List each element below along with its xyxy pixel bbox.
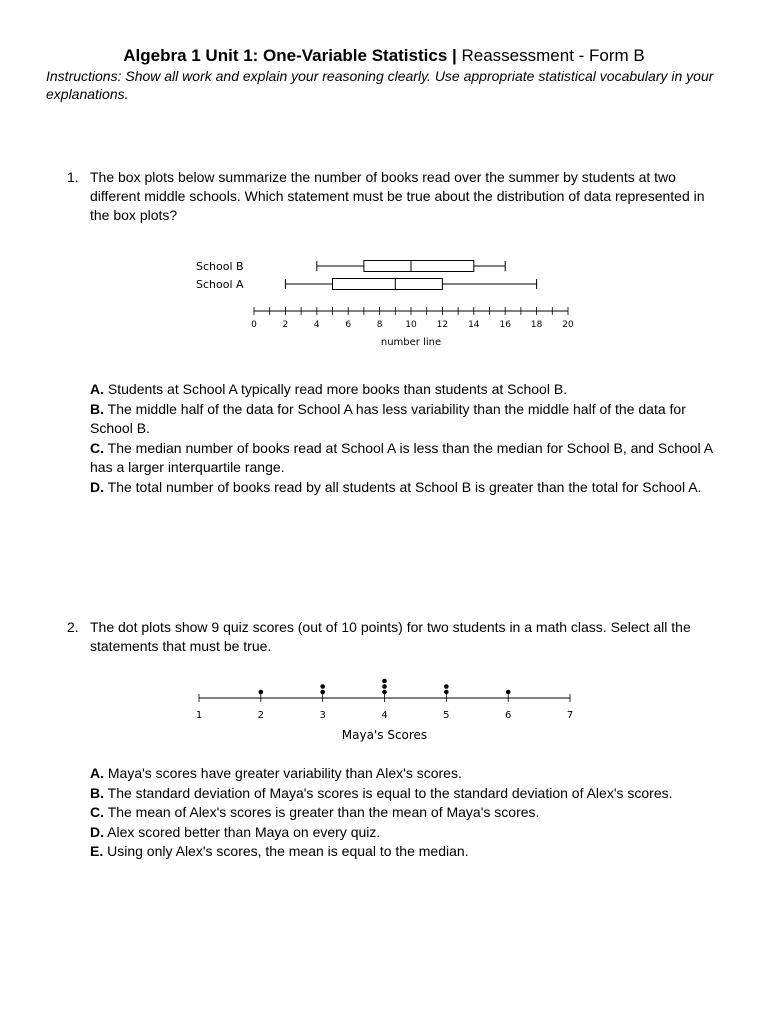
option-letter: D. — [90, 823, 104, 840]
question-1 — [67, 168, 727, 225]
question-number: 2. — [67, 619, 79, 635]
box-iqr — [364, 261, 474, 272]
tick-label: 20 — [562, 320, 574, 330]
tick-label: 3 — [319, 710, 326, 721]
data-dot — [320, 690, 325, 695]
axis-label: Maya's Scores — [341, 728, 428, 742]
option-letter: C. — [90, 439, 104, 456]
option-1b[interactable] — [90, 400, 720, 439]
tick-label: 14 — [468, 320, 480, 330]
tick-label: 16 — [499, 320, 511, 330]
option-letter: D. — [90, 478, 104, 495]
data-dot — [382, 684, 387, 689]
option-2c[interactable] — [90, 803, 720, 823]
question-2 — [67, 618, 727, 656]
data-dot — [382, 690, 387, 695]
option-text: The mean of Alex's scores is greater than the mean of Maya's scores. — [104, 804, 540, 820]
tick-label: 5 — [443, 710, 450, 721]
option-letter: B. — [90, 400, 104, 417]
data-dot — [382, 679, 387, 684]
option-text: Using only Alex's scores, the mean is equal to the median. — [103, 843, 469, 859]
box-plot-chart — [190, 250, 590, 355]
option-letter: B. — [90, 784, 104, 801]
option-text: Students at School A typically read more books than students at School B. — [104, 381, 568, 397]
option-text: The standard deviation of Maya's scores is equal to the standard deviation of Alex's scores. — [104, 784, 673, 801]
box-iqr — [333, 279, 443, 290]
option-text: Alex scored better than Maya on every quiz. — [104, 823, 381, 840]
option-2e[interactable] — [90, 842, 720, 862]
tick-label: 7 — [566, 710, 574, 721]
option-text: The total number of books read by all students at School B is greater than the total for School A. — [104, 478, 702, 495]
data-dot — [506, 690, 511, 695]
option-text: The middle half of the data for School A has less variability than the middle half of the data for School B. — [90, 400, 686, 436]
instructions: Instructions: Show all work and explain your reasoning clearly. Use appropriate statistical vocabulary in your explanations. — [46, 68, 714, 102]
tick-label: 1 — [195, 710, 203, 721]
option-letter: C. — [90, 804, 104, 820]
data-dot — [259, 690, 264, 695]
data-dot — [444, 684, 449, 689]
question-2-options — [90, 764, 720, 862]
question-text: The dot plots show 9 quiz scores (out of 10 points) for two students in a math class. Select all the statements that must be true. — [90, 619, 691, 654]
option-2d[interactable] — [90, 823, 720, 843]
option-1a[interactable] — [90, 380, 720, 400]
tick-label: 8 — [376, 320, 383, 330]
option-2a[interactable] — [90, 764, 720, 784]
option-2b[interactable] — [90, 784, 720, 804]
title-bold: Algebra 1 Unit 1: One-Variable Statistics | — [123, 46, 457, 65]
tick-label: 0 — [251, 320, 257, 330]
tick-label: 10 — [405, 320, 417, 330]
option-text: Maya's scores have greater variability than Alex's scores. — [104, 765, 462, 781]
series-label: School A — [196, 278, 244, 291]
question-1-options — [90, 380, 720, 497]
tick-label: 6 — [504, 710, 512, 721]
option-text: The median number of books read at School A is less than the median for School B, and School A has a larger interquartile range. — [90, 439, 713, 475]
option-letter: A. — [90, 381, 104, 397]
page-title — [0, 46, 768, 66]
tick-label: 4 — [381, 710, 388, 721]
tick-label: 6 — [345, 320, 352, 330]
tick-label: 4 — [313, 320, 320, 330]
data-dot — [320, 684, 325, 689]
series-label: School B — [196, 260, 244, 273]
option-letter: E. — [90, 843, 104, 859]
dot-plot-chart — [180, 670, 590, 750]
tick-label: 18 — [530, 320, 543, 330]
tick-label: 2 — [257, 710, 265, 721]
option-letter: A. — [90, 765, 104, 781]
option-1d[interactable] — [90, 478, 720, 498]
tick-label: 12 — [436, 320, 449, 330]
title-subtitle: Reassessment - Form B — [456, 46, 645, 65]
question-text: The box plots below summarize the number of books read over the summer by students at two different middle schools. Which statement must be true about the distribution of data represented in the box plots? — [90, 169, 705, 223]
option-1c[interactable] — [90, 439, 720, 478]
data-dot — [444, 690, 449, 695]
question-number: 1. — [67, 169, 79, 185]
axis-label: number line — [380, 337, 442, 348]
tick-label: 2 — [282, 320, 289, 330]
